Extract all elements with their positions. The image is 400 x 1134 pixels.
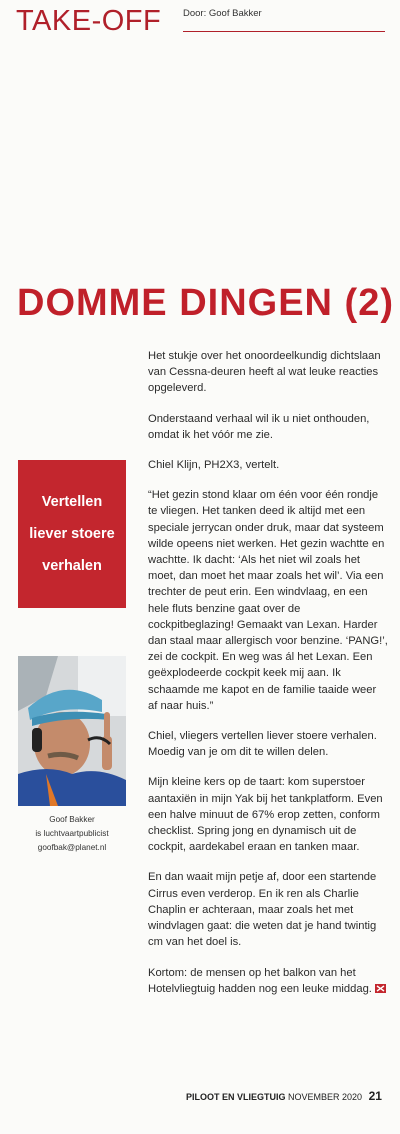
author-role: is luchtvaartpublicist	[35, 829, 109, 838]
page-number: 21	[368, 1089, 382, 1103]
byline: Door: Goof Bakker	[183, 8, 262, 19]
paragraph: Onderstaand verhaal wil ik u niet onthouden, omdat ik het vóór me zie.	[148, 412, 370, 441]
article-body	[148, 348, 388, 1011]
paragraph: Chiel, vliegers vertellen liever stoere verhalen. Moedig van je om dit te willen delen.	[148, 730, 377, 759]
page-footer	[186, 1089, 390, 1103]
paragraph-last	[148, 965, 388, 997]
end-mark-icon	[375, 984, 386, 993]
author-photo	[18, 656, 126, 806]
issue-date: NOVEMBER 2020	[288, 1092, 363, 1102]
author-caption	[18, 813, 126, 855]
author-email: goofbak@planet.nl	[37, 843, 107, 852]
section-title: TAKE-OFF	[16, 5, 162, 37]
paragraph: Het stukje over het onoordeelkundig dichtslaan van Cessna-deuren heeft al wat leuke reacties opgeleverd.	[148, 350, 381, 395]
header-divider	[183, 31, 385, 32]
paragraph: Kortom: de mensen op het balkon van het Hotelvliegtuig hadden nog een leuke middag.	[148, 966, 372, 995]
pull-quote-box	[18, 460, 126, 608]
article-title: DOMME DINGEN (2)	[17, 282, 394, 324]
paragraph: En dan waait mijn petje af, door een startende Cirrus even verderop. En ik ren als Charlie Chaplin er achteraan, maar zoals het met windvlagen gaat: die weten dat je hand twintig cm van het doel is.	[148, 871, 377, 949]
paragraph: “Het gezin stond klaar om één voor één rondje te vliegen. Het tanken deed ik altijd met een speciale jerrycan onder druk, maar dat systeem wilde opeens niet werken. Het gezin wachtte en wachtte. Ik dacht: ‘Als het niet wil zoals het moet, dan moet het maar zoals het wil’. Via een trechter de peut erin. Een windvlaag, en een hele fluts benzine gaat over de cockpitbeglazing! Gemaakt van Lexan. Harder dan staal maar allergisch voor benzine. ‘PANG!’, zei de cockpit. En weg was ál het Lexan. Een geëxplodeerde cockpit keek mij aan. Ik schaamde me kapot en de familie taaide weer af naar huis.”	[148, 489, 388, 712]
pull-quote-text: Vertellen liever stoere verhalen	[29, 494, 115, 574]
paragraph: Chiel Klijn, PH2X3, vertelt.	[148, 459, 280, 472]
magazine-name: PILOOT EN VLIEGTUIG	[186, 1092, 286, 1102]
paragraph: Mijn kleine kers op de taart: kom superstoer aantaxiën in mijn Yak bij het tankplatform. Even een halve minuut de 67% erop zetten, conform checklist. Spring jong en dynamisch uit de cockpit, aardekabel eraan en tanken maar.	[148, 776, 383, 854]
author-name: Goof Bakker	[49, 815, 95, 824]
